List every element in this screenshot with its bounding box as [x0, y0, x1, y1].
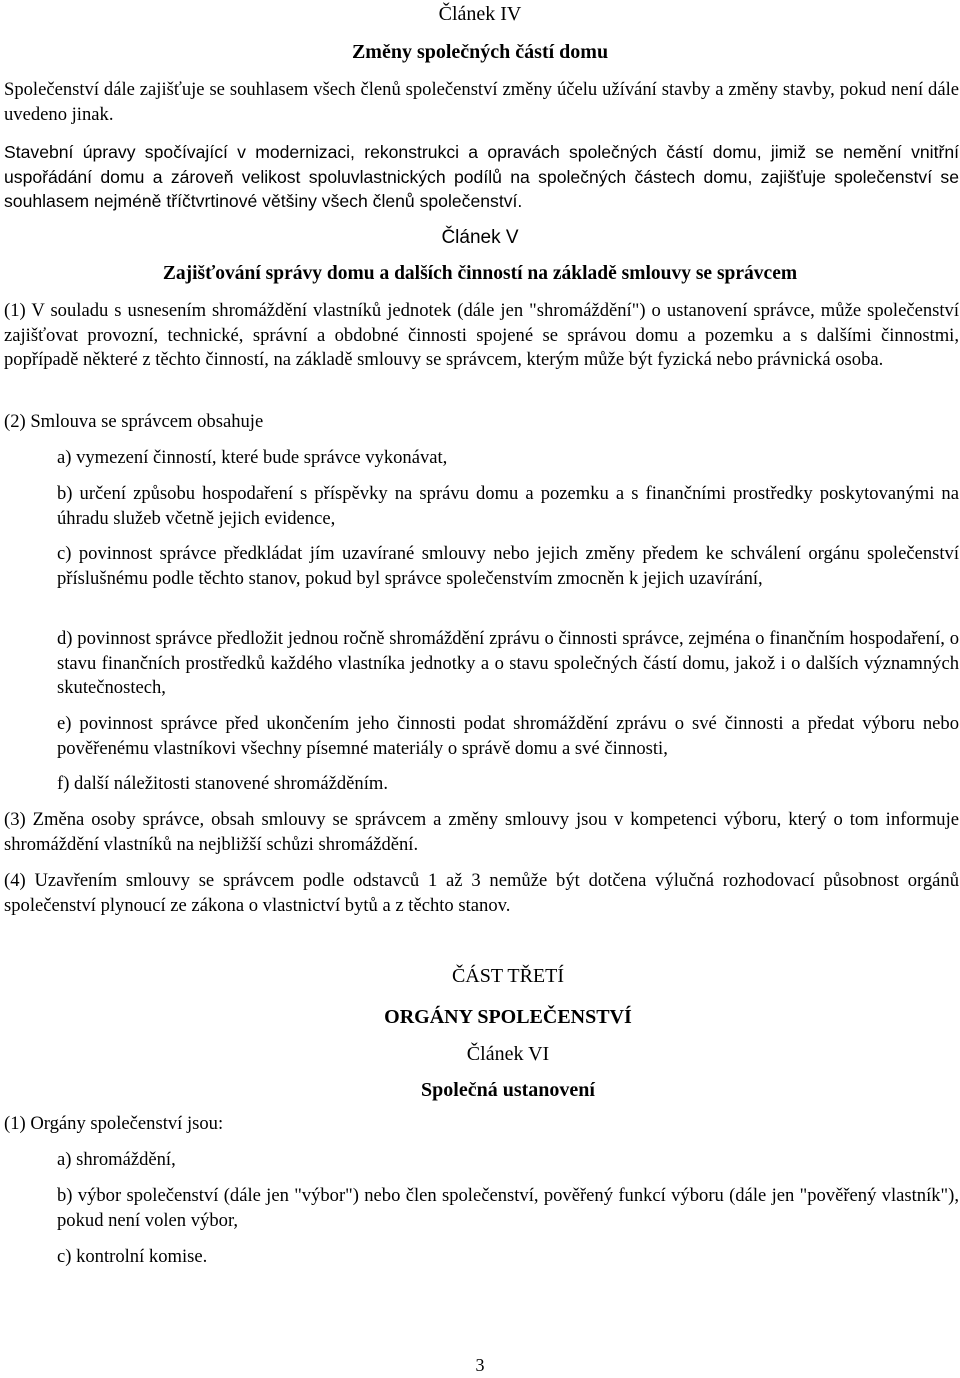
article-6-heading: Článek VI [466, 1043, 550, 1065]
article-4-title: Změny společných částí domu [351, 41, 609, 63]
article-5-item-c: c) povinnost správce předkládat jím uzavírané smlouvy nebo jejich změny předem ke schválení orgánu společenství příslušnému podle těchto stanov, pokud byl správce společenstvím zmocněn k jejich uzavírání, [57, 543, 959, 589]
article-5-paragraph-1: (1) V souladu s usnesením shromáždění vlastníků jednotek (dále jen "shromáždění") o ustanovení správce, může společenství zajišťovat provozní, technické, správní a obdobné činnosti spojené se správou domu a pozemku a s dalšími činnostmi, popřípadě některé z těchto činností, na základě smlouvy se správcem, kterým může být fyzická nebo právnická osoba. [4, 300, 959, 370]
article-6-title: Společná ustanovení [421, 1079, 595, 1101]
article-5-item-e: e) povinnost správce před ukončením jeho činnosti podat shromáždění zprávu o své činnosti a předat výboru nebo pověřenému vlastníkovi všechny písemné materiály o správě domu a své činnosti, [57, 713, 959, 759]
article-5-heading: Článek V [441, 227, 519, 248]
article-6-item-c: c) kontrolní komise. [57, 1246, 208, 1267]
article-4-paragraph-1: Společenství dále zajišťuje se souhlasem všech členů společenství změny účelu užívání stavby a změny stavby, pokud není dále uvedeno jinak. [4, 79, 959, 125]
article-5-item-a: a) vymezení činností, které bude správce vykonávat, [57, 447, 448, 468]
article-6-item-b: b) výbor společenství (dále jen "výbor") nebo člen společenství, pověřený funkcí výboru (dále jen "pověřený vlastník"), pokud není volen výbor, [57, 1185, 959, 1231]
article-5-paragraph-4: (4) Uzavřením smlouvy se správcem podle odstavců 1 až 3 nemůže být dotčena výlučná rozhodovací působnost orgánů společenství plynoucí ze zákona o vlastnictví bytů a z těchto stanov. [4, 870, 959, 916]
article-5-paragraph-3: (3) Změna osoby správce, obsah smlouvy se správcem a změny smlouvy jsou v kompetenci výboru, který o tom informuje shromáždění vlastníků na nejbližší schůzi shromáždění. [4, 809, 959, 855]
part-3-title: ORGÁNY SPOLEČENSTVÍ [384, 1006, 632, 1028]
article-4-paragraph-2: Stavební úpravy spočívající v modernizaci, rekonstrukci a opravách společných částí domu, jimiž se nemění vnitřní uspořádání domu a zároveň velikost spoluvlastnických podílů na společných částech domu, zajišťuje společenství se souhlasem nejméně tříčtvrtinové většiny všech členů společenství. [4, 142, 959, 211]
article-5-item-f: f) další náležitosti stanovené shromážděním. [57, 773, 388, 794]
page-number: 3 [475, 1355, 485, 1375]
article-5-paragraph-2: (2) Smlouva se správcem obsahuje [4, 411, 264, 432]
article-4-heading: Článek IV [438, 3, 522, 25]
article-6-item-a: a) shromáždění, [57, 1149, 176, 1170]
part-3-heading: ČÁST TŘETÍ [451, 965, 565, 987]
article-5-title: Zajišťování správy domu a dalších činností na základě smlouvy se správcem [162, 263, 798, 284]
article-6-paragraph-1: (1) Orgány společenství jsou: [4, 1113, 224, 1134]
article-5-item-b: b) určení způsobu hospodaření s příspěvky na správu domu a pozemku a s finančními prostředky poskytovanými na úhradu služeb včetně jejich evidence, [57, 483, 959, 529]
article-5-item-d: d) povinnost správce předložit jednou ročně shromáždění zprávu o činnosti správce, zejména o finančním hospodaření, o stavu finančních prostředků každého vlastníka jednotky a o stavu společných částí domu, jakož i o dalších významných skutečnostech, [57, 628, 959, 698]
